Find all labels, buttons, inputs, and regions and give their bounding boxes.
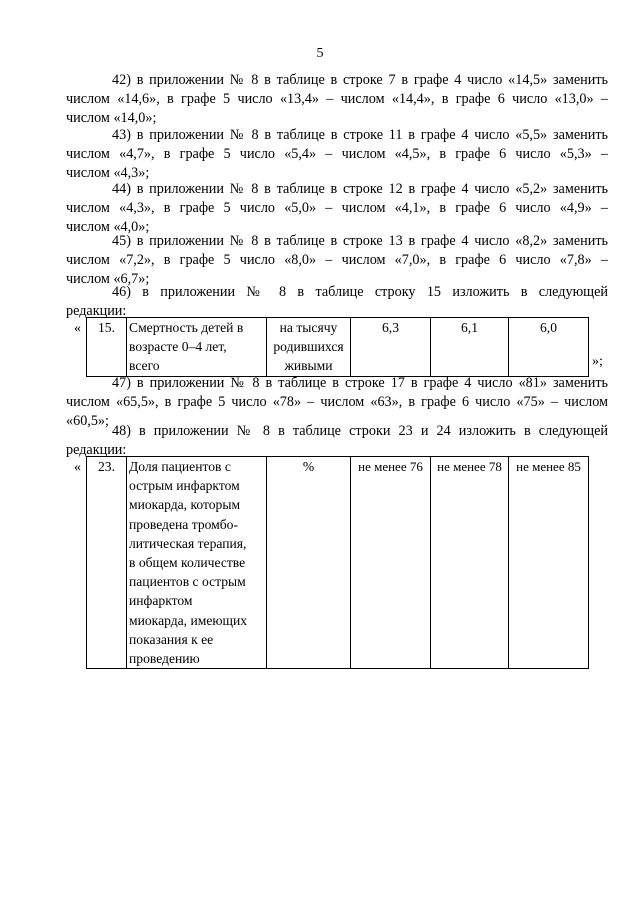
paragraph-line: 43) в приложении № 8 в таблице в строке 11 в графе 4 число «5,5» заменить [112, 127, 608, 143]
indicator-name-line: Доля пациентов с [129, 459, 231, 474]
indicator-name-line: миокарда, имеющих [129, 612, 248, 628]
indicator-name-line: возрасте 0–4 лет, [129, 339, 227, 355]
paragraph-line: числом «4,7», в графе 5 число «5,4» – числом «4,5», в графе 6 число «5,3» – [66, 146, 608, 162]
paragraph-line: редакции: [66, 442, 127, 458]
paragraph-48 [66, 422, 608, 460]
paragraph-line: 45) в приложении № 8 в таблице в строке 13 в графе 4 число «8,2» заменить [112, 233, 608, 249]
paragraph-line: «60,5»; [66, 413, 109, 429]
table-row [87, 457, 589, 669]
paragraph-line: 46) в приложении № 8 в таблице строку 15 изложить в следующей [112, 284, 608, 300]
paragraph-43 [66, 126, 608, 183]
paragraph-line: 42) в приложении № 8 в таблице в строке 7 в графе 4 число «14,5» заменить [112, 72, 608, 88]
open-quote: « [74, 321, 81, 336]
indicator-name [127, 457, 267, 669]
indicator-name-line: в общем количестве [129, 555, 246, 571]
unit-cell [267, 318, 351, 377]
row-number: 15. [87, 318, 127, 377]
value-cell: 6,3 [351, 318, 431, 377]
indicator-name-line: показания к ее [129, 631, 214, 647]
value-cell: не менее 76 [351, 457, 431, 669]
value-cell: не менее 85 [509, 457, 589, 669]
paragraph-line: 48) в приложении № 8 в таблице строки 23 и 24 изложить в следующей [112, 423, 608, 439]
indicator-name-line: литическая терапия, [129, 535, 247, 551]
paragraph-line: числом «14,0»; [66, 110, 157, 126]
table-row [87, 318, 589, 377]
indicator-name-line: пациентов с острым [129, 574, 246, 590]
close-quote: »; [592, 354, 603, 369]
paragraph-42 [66, 71, 608, 128]
paragraph-line: числом «7,2», в графе 5 число «8,0» – числом «7,0», в графе 6 число «7,8» – [66, 252, 608, 268]
unit-line: на тысячу [279, 320, 338, 335]
paragraph-45 [66, 232, 608, 289]
paragraph-line: числом «65,5», в графе 5 число «78» – числом «63», в графе 6 число «75» – числом [66, 394, 608, 410]
indicator-name-line: проведена тромбо- [129, 516, 239, 532]
indicator-name-line: острым инфарктом [129, 478, 240, 494]
paragraph-44 [66, 180, 608, 237]
paragraph-line: числом «4,3»; [66, 165, 150, 181]
paragraph-line: 44) в приложении № 8 в таблице в строке 12 в графе 4 число «5,2» заменить [112, 181, 608, 197]
open-quote: « [74, 460, 81, 475]
indicator-name-line: всего [129, 358, 160, 374]
paragraph-line: 47) в приложении № 8 в таблице в строке 17 в графе 4 число «81» заменить [112, 375, 608, 391]
indicator-name-line: инфарктом [129, 593, 193, 609]
indicator-name [127, 318, 267, 377]
unit-line: живыми [284, 358, 333, 374]
row-number: 23. [87, 457, 127, 669]
paragraph-line: числом «4,0»; [66, 219, 150, 235]
value-cell: не менее 78 [431, 457, 509, 669]
indicator-name-line: Смертность детей в [129, 320, 244, 335]
unit-cell: % [267, 457, 351, 669]
value-cell: 6,0 [509, 318, 589, 377]
paragraph-line: числом «6,7»; [66, 271, 150, 287]
page-number: 5 [316, 46, 324, 61]
table-row-23 [86, 456, 589, 669]
indicator-name-line: проведению [129, 651, 200, 667]
paragraph-line: редакции: [66, 303, 127, 319]
indicator-name-line: миокарда, которым [129, 497, 241, 513]
unit-line: родившихся [273, 339, 344, 355]
paragraph-line: числом «4,3», в графе 5 число «5,0» – числом «4,1», в графе 6 число «4,9» – [66, 200, 608, 216]
paragraph-46 [66, 283, 608, 321]
paragraph-line: числом «14,6», в графе 5 число «13,4» – числом «14,4», в графе 6 число «13,0» – [66, 91, 608, 107]
table-row-15 [86, 317, 589, 377]
value-cell: 6,1 [431, 318, 509, 377]
